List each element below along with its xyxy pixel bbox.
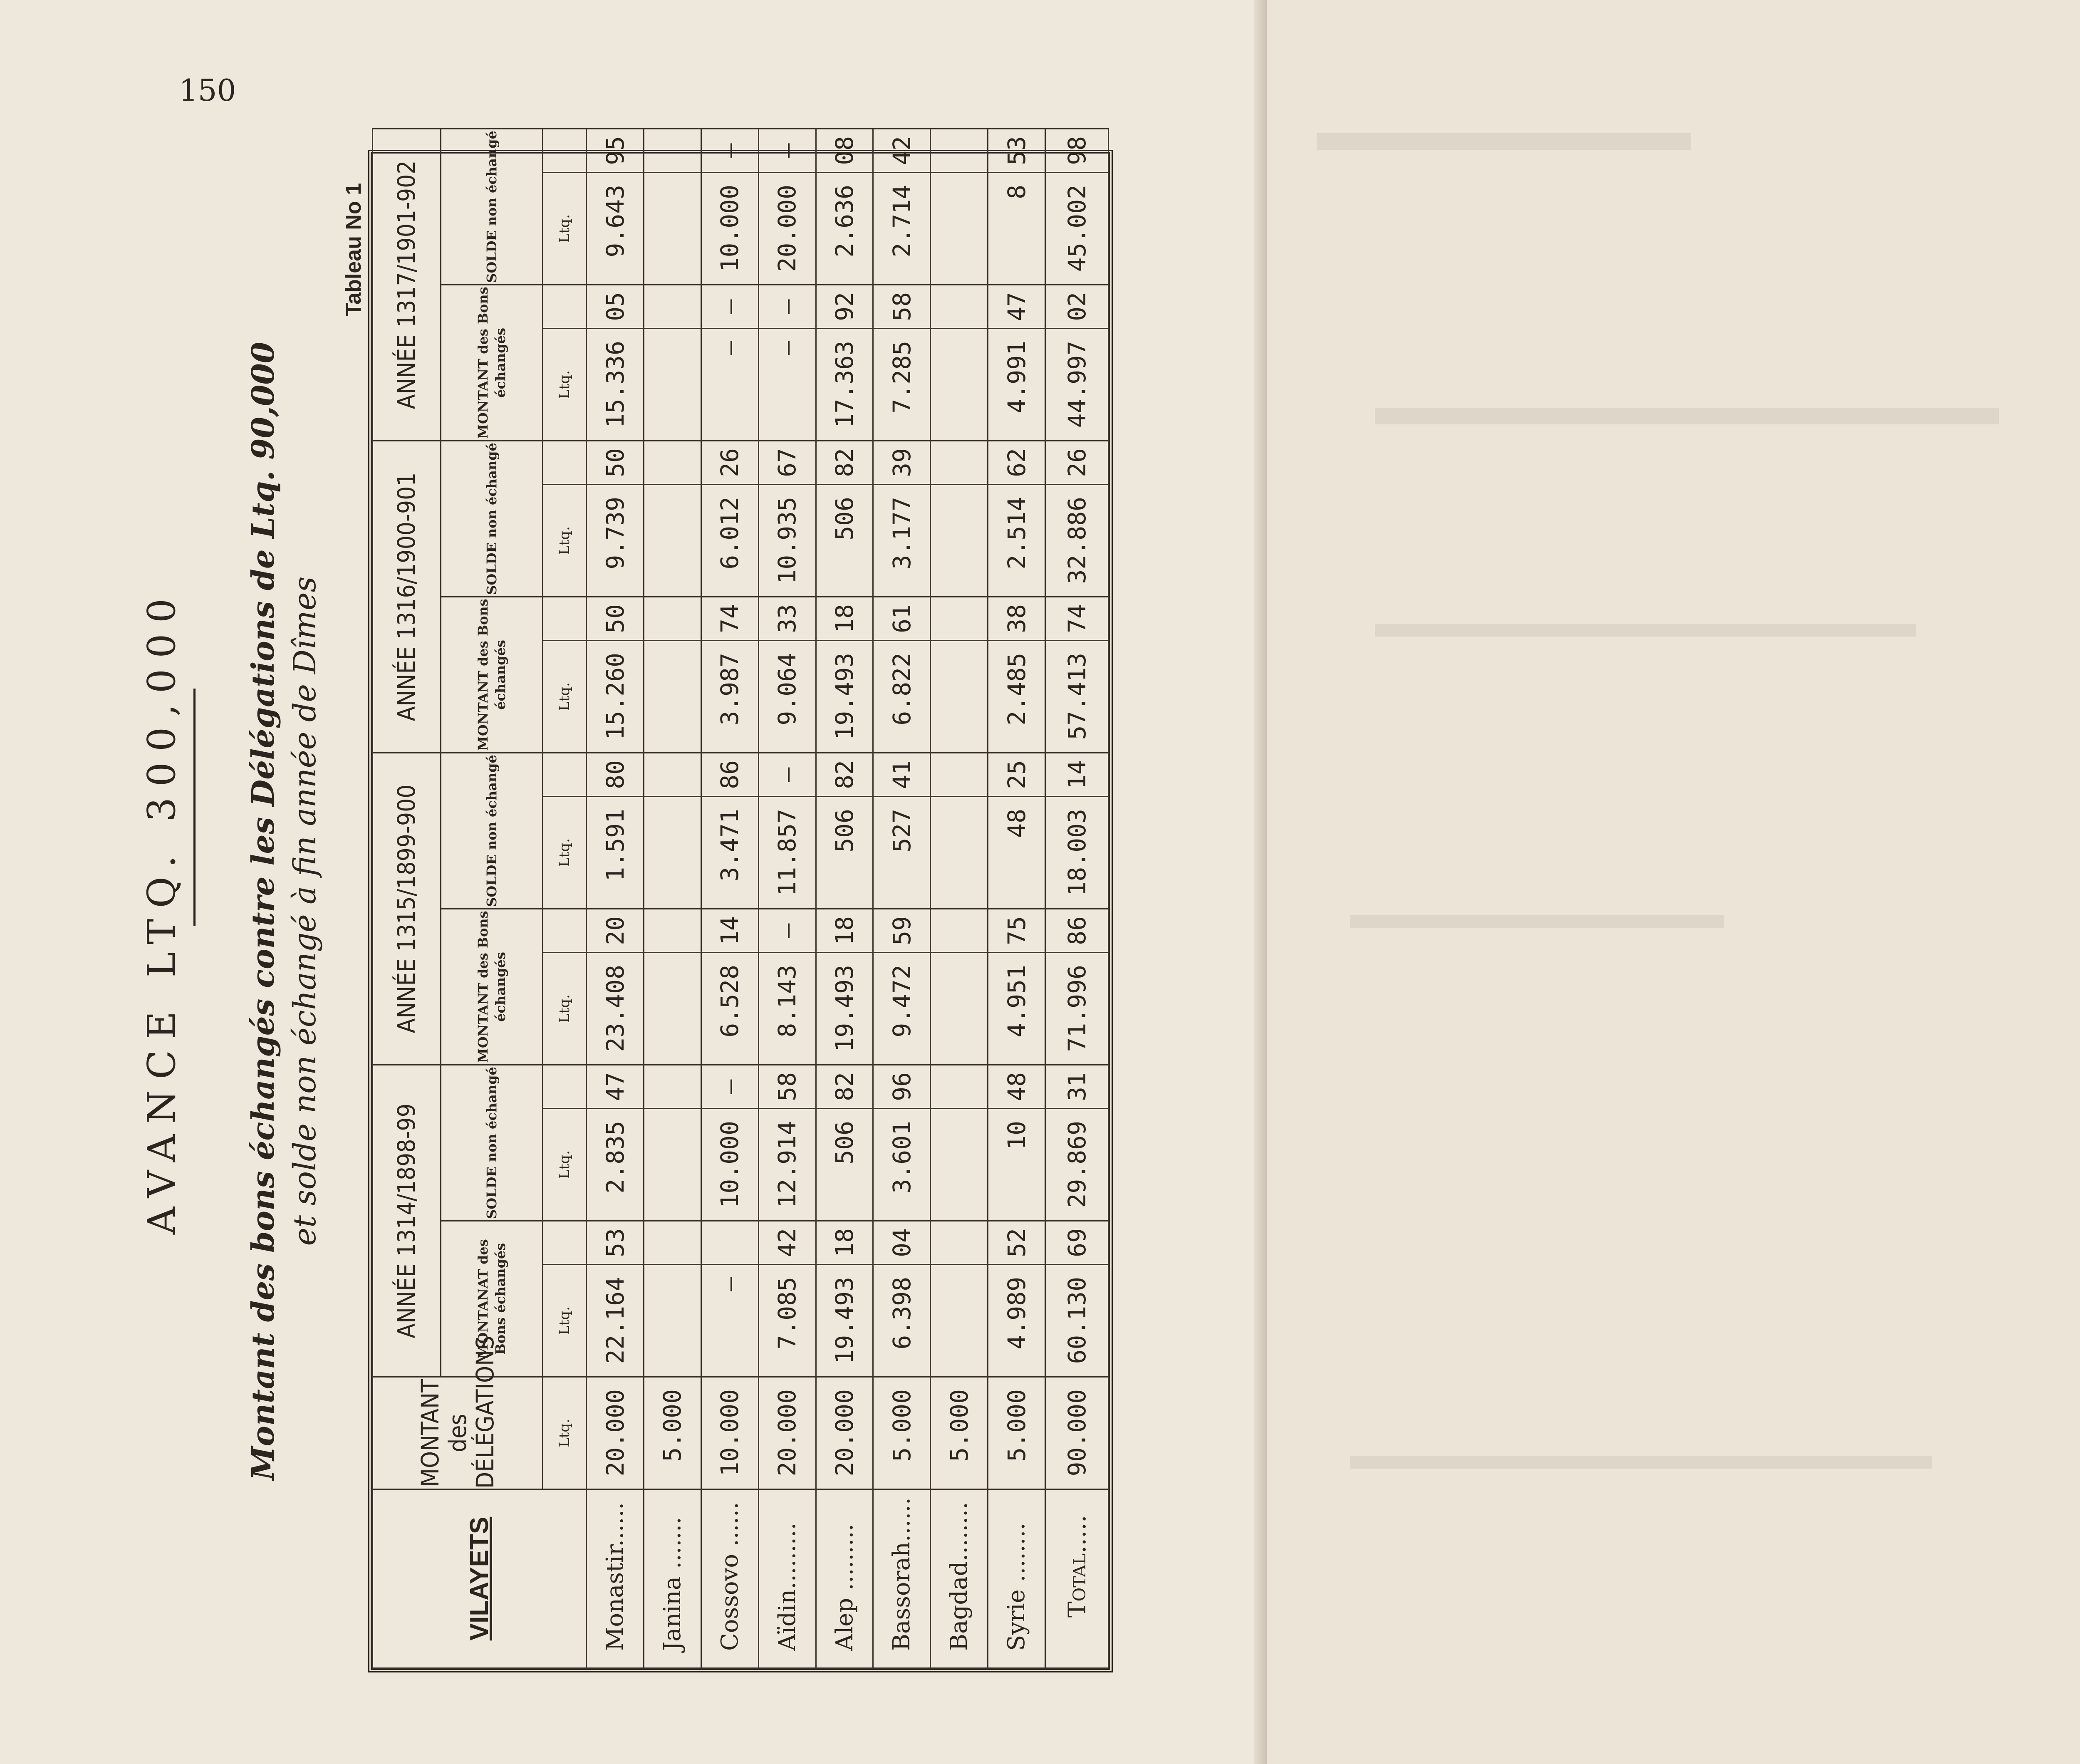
- amount-piastres: 33: [758, 597, 816, 640]
- amount-piastres: 98: [1045, 129, 1109, 172]
- amount-piastres: 48: [988, 1065, 1045, 1108]
- year-header-1316: ANNÉE 1316/1900-901: [373, 441, 441, 753]
- amount-ltq: [931, 640, 988, 753]
- delegation-amount: 5.000: [931, 1377, 988, 1489]
- page-number: 150: [179, 73, 236, 108]
- vilayet-name: Monastir......: [587, 1489, 644, 1668]
- amount-ltq: 71.996: [1045, 952, 1109, 1065]
- main-title: AVANCE LTQ. 300,000: [139, 587, 184, 1235]
- vilayet-name: Janina .......: [644, 1489, 701, 1668]
- amount-ltq: 3.601: [873, 1109, 931, 1221]
- amount-ltq: 10.000: [701, 1109, 758, 1221]
- vilayet-name: Total.....: [1045, 1489, 1109, 1668]
- unit-label: Ltq.: [542, 952, 586, 1065]
- amount-ltq: 18.003: [1045, 796, 1109, 909]
- amount-piastres: 02: [1045, 285, 1109, 328]
- amount-ltq: 15.336: [587, 328, 644, 441]
- amount-ltq: 17.363: [816, 328, 873, 441]
- delegation-amount: 10.000: [701, 1377, 758, 1489]
- vilayets-header: VILAYETS: [373, 1489, 587, 1668]
- montant-delegations-header: MONTANT des DÉLÉGATIONS: [373, 1377, 543, 1489]
- amount-piastres: —: [758, 753, 816, 796]
- bleed-through-text: [1350, 915, 1724, 928]
- amount-piastres: 14: [1045, 753, 1109, 796]
- delegation-amount: 20.000: [587, 1377, 644, 1489]
- table-row: [701, 129, 758, 1668]
- solde-header: SOLDE non échangé: [441, 1065, 542, 1221]
- total-row: [1045, 129, 1109, 1668]
- amount-ltq: 48: [988, 796, 1045, 909]
- amount-ltq: 4.951: [988, 952, 1045, 1065]
- table-row: [988, 129, 1045, 1668]
- amount-piastres: 95: [587, 129, 644, 172]
- amount-ltq: 527: [873, 796, 931, 909]
- amount-ltq: —: [701, 328, 758, 441]
- amount-ltq: 11.857: [758, 796, 816, 909]
- amount-piastres: 82: [816, 441, 873, 484]
- rotated-table-page: [108, 131, 1127, 1672]
- montant-bons-header: MONTANT des Bons échangés: [441, 285, 542, 441]
- amount-piastres: 82: [816, 1065, 873, 1108]
- amount-ltq: 4.991: [988, 328, 1045, 441]
- amount-piastres: [644, 597, 701, 640]
- amount-piastres: 42: [758, 1221, 816, 1265]
- amount-ltq: [644, 1265, 701, 1377]
- amount-piastres: 62: [988, 441, 1045, 484]
- amount-ltq: 60.130: [1045, 1265, 1109, 1377]
- amount-piastres: 96: [873, 1065, 931, 1108]
- amount-ltq: 3.177: [873, 484, 931, 597]
- unit-label: Ltq.: [542, 172, 586, 285]
- table-row: [816, 129, 873, 1668]
- amount-piastres: [931, 909, 988, 952]
- amount-ltq: 19.493: [816, 640, 873, 753]
- amount-piastres: 25: [988, 753, 1045, 796]
- amount-ltq: 506: [816, 484, 873, 597]
- amount-piastres: 92: [816, 285, 873, 328]
- montant-bons-header: MONTANT des Bons échangés: [441, 597, 542, 753]
- amount-ltq: 23.408: [587, 952, 644, 1065]
- amount-ltq: 57.413: [1045, 640, 1109, 753]
- amount-piastres: 50: [587, 597, 644, 640]
- amount-ltq: 2.714: [873, 172, 931, 285]
- amount-ltq: 6.398: [873, 1265, 931, 1377]
- amount-ltq: [931, 1109, 988, 1221]
- amount-ltq: 9.472: [873, 952, 931, 1065]
- amount-piastres: 50: [587, 441, 644, 484]
- unit-label: Ltq.: [542, 484, 586, 597]
- amount-ltq: 45.002: [1045, 172, 1109, 285]
- amount-piastres: 74: [1045, 597, 1109, 640]
- amount-piastres: —: [701, 1065, 758, 1108]
- amount-piastres: [931, 753, 988, 796]
- amount-ltq: [644, 172, 701, 285]
- vilayet-name: Bagdad........: [931, 1489, 988, 1668]
- amount-ltq: 10.935: [758, 484, 816, 597]
- amount-ltq: 506: [816, 1109, 873, 1221]
- amount-ltq: [931, 1265, 988, 1377]
- amount-piastres: 52: [988, 1221, 1045, 1265]
- bleed-through-text: [1317, 133, 1691, 150]
- amount-piastres: 67: [758, 441, 816, 484]
- amount-ltq: —: [701, 1265, 758, 1377]
- amount-piastres: [644, 1221, 701, 1265]
- amount-piastres: —: [758, 129, 816, 172]
- amount-ltq: [931, 796, 988, 909]
- amount-piastres: [931, 1221, 988, 1265]
- amount-ltq: [644, 796, 701, 909]
- amount-piastres: 26: [701, 441, 758, 484]
- amount-ltq: 4.989: [988, 1265, 1045, 1377]
- amount-ltq: [644, 640, 701, 753]
- amount-ltq: 22.164: [587, 1265, 644, 1377]
- amount-ltq: 2.636: [816, 172, 873, 285]
- amount-piastres: 47: [587, 1065, 644, 1108]
- table-row: [873, 129, 931, 1668]
- bleed-through-text: [1375, 408, 1999, 424]
- unit-label: Ltq.: [542, 1377, 586, 1489]
- amount-piastres: 53: [587, 1221, 644, 1265]
- amount-piastres: 42: [873, 129, 931, 172]
- amount-piastres: 18: [816, 1221, 873, 1265]
- unit-row: [542, 129, 586, 1668]
- amount-piastres: 26: [1045, 441, 1109, 484]
- amount-piastres: —: [701, 129, 758, 172]
- amount-ltq: [931, 172, 988, 285]
- delegation-amount: 5.000: [644, 1377, 701, 1489]
- unit-label: Ltq.: [542, 796, 586, 909]
- solde-header: SOLDE non échangé: [441, 441, 542, 597]
- amount-piastres: 69: [1045, 1221, 1109, 1265]
- amount-piastres: [931, 285, 988, 328]
- amount-piastres: 18: [816, 597, 873, 640]
- amount-ltq: [931, 484, 988, 597]
- vilayet-name: Cossovo ......: [701, 1489, 758, 1668]
- amount-ltq: 9.739: [587, 484, 644, 597]
- amount-ltq: [644, 328, 701, 441]
- amount-piastres: 38: [988, 597, 1045, 640]
- amount-piastres: [701, 1221, 758, 1265]
- data-table: [368, 131, 1113, 1672]
- amount-ltq: 7.085: [758, 1265, 816, 1377]
- vilayet-name: Syrie ........: [988, 1489, 1045, 1668]
- solde-header: SOLDE non échangé: [441, 753, 542, 909]
- amount-piastres: 53: [988, 129, 1045, 172]
- amount-piastres: —: [701, 285, 758, 328]
- amount-ltq: [644, 952, 701, 1065]
- amount-ltq: 1.591: [587, 796, 644, 909]
- amount-piastres: [931, 441, 988, 484]
- table-row: [587, 129, 644, 1668]
- unit-label: Ltq.: [542, 640, 586, 753]
- montant-bons-header: MONTANT des Bons échangés: [441, 909, 542, 1065]
- tableau-label: Tableau No 1: [342, 183, 366, 316]
- amount-ltq: 20.000: [758, 172, 816, 285]
- table-row: [758, 129, 816, 1668]
- amount-ltq: 2.514: [988, 484, 1045, 597]
- bleed-through-text: [1375, 624, 1916, 637]
- amount-piastres: [644, 753, 701, 796]
- amount-ltq: 32.886: [1045, 484, 1109, 597]
- year-header-1314: ANNÉE 1314/1898-99: [373, 1065, 441, 1377]
- amount-ltq: 3.987: [701, 640, 758, 753]
- year-header-1315: ANNÉE 1315/1899-900: [373, 753, 441, 1065]
- unit-label: Ltq.: [542, 1265, 586, 1377]
- amount-ltq: [644, 1109, 701, 1221]
- amount-ltq: [931, 328, 988, 441]
- amount-piastres: 39: [873, 441, 931, 484]
- amount-ltq: 8.143: [758, 952, 816, 1065]
- amount-piastres: 31: [1045, 1065, 1109, 1108]
- amount-piastres: 04: [873, 1221, 931, 1265]
- vilayet-name: Alep .........: [816, 1489, 873, 1668]
- delegation-amount: 5.000: [988, 1377, 1045, 1489]
- amount-piastres: 74: [701, 597, 758, 640]
- solde-header: SOLDE non échangé: [441, 129, 542, 285]
- amount-ltq: 29.869: [1045, 1109, 1109, 1221]
- amount-ltq: 9.064: [758, 640, 816, 753]
- amount-ltq: 44.997: [1045, 328, 1109, 441]
- amount-piastres: 80: [587, 753, 644, 796]
- amount-piastres: 05: [587, 285, 644, 328]
- amount-ltq: [931, 952, 988, 1065]
- amount-piastres: 14: [701, 909, 758, 952]
- amount-piastres: [931, 129, 988, 172]
- amount-piastres: 41: [873, 753, 931, 796]
- amount-piastres: 82: [816, 753, 873, 796]
- amount-piastres: 59: [873, 909, 931, 952]
- amount-piastres: [644, 441, 701, 484]
- amount-ltq: 6.012: [701, 484, 758, 597]
- amount-ltq: —: [758, 328, 816, 441]
- amount-piastres: 75: [988, 909, 1045, 952]
- subtitle-line1: Montant des bons échangés contre les Délégations de Ltq. 90,000: [245, 342, 281, 1481]
- bleed-through-text: [1350, 1456, 1932, 1469]
- amount-piastres: 08: [816, 129, 873, 172]
- amount-piastres: 18: [816, 909, 873, 952]
- unit-label: Ltq.: [542, 1109, 586, 1221]
- amount-piastres: —: [758, 285, 816, 328]
- delegation-amount: 20.000: [758, 1377, 816, 1489]
- amount-piastres: 58: [873, 285, 931, 328]
- amount-ltq: 6.528: [701, 952, 758, 1065]
- amount-ltq: 2.485: [988, 640, 1045, 753]
- amount-ltq: 3.471: [701, 796, 758, 909]
- amount-ltq: 10.000: [701, 172, 758, 285]
- amount-ltq: 8: [988, 172, 1045, 285]
- amount-ltq: 7.285: [873, 328, 931, 441]
- amount-ltq: 2.835: [587, 1109, 644, 1221]
- amount-ltq: 6.822: [873, 640, 931, 753]
- amount-piastres: 86: [701, 753, 758, 796]
- table-row: [644, 129, 701, 1668]
- amount-piastres: [644, 285, 701, 328]
- amount-piastres: 58: [758, 1065, 816, 1108]
- year-header-1317: ANNÉE 1317/1901-902: [373, 129, 441, 441]
- amount-ltq: 19.493: [816, 952, 873, 1065]
- amount-piastres: 61: [873, 597, 931, 640]
- amount-piastres: 20: [587, 909, 644, 952]
- delegation-amount: 20.000: [816, 1377, 873, 1489]
- vilayet-name: Bassorah......: [873, 1489, 931, 1668]
- amount-piastres: 86: [1045, 909, 1109, 952]
- amount-piastres: [931, 597, 988, 640]
- delegation-amount: 90.000: [1045, 1377, 1109, 1489]
- amount-ltq: 506: [816, 796, 873, 909]
- amount-ltq: 15.260: [587, 640, 644, 753]
- amount-piastres: [644, 1065, 701, 1108]
- amount-piastres: 47: [988, 285, 1045, 328]
- amount-ltq: 10: [988, 1109, 1045, 1221]
- amount-ltq: 12.914: [758, 1109, 816, 1221]
- right-page: [1267, 0, 2080, 1764]
- amount-piastres: —: [758, 909, 816, 952]
- title-rule: [193, 689, 196, 926]
- unit-label: Ltq.: [542, 328, 586, 441]
- montant-bons-header: MONTANAT des Bons échangés: [441, 1221, 542, 1377]
- amount-piastres: [931, 1065, 988, 1108]
- delegation-amount: 5.000: [873, 1377, 931, 1489]
- amount-ltq: 19.493: [816, 1265, 873, 1377]
- amount-ltq: [644, 484, 701, 597]
- table-row: [931, 129, 988, 1668]
- amount-piastres: [644, 909, 701, 952]
- amount-piastres: [644, 129, 701, 172]
- amount-ltq: 9.643: [587, 172, 644, 285]
- subtitle-line2: et solde non échangé à fin année de Dîmes: [287, 576, 323, 1246]
- vilayet-name: Aïdin.........: [758, 1489, 816, 1668]
